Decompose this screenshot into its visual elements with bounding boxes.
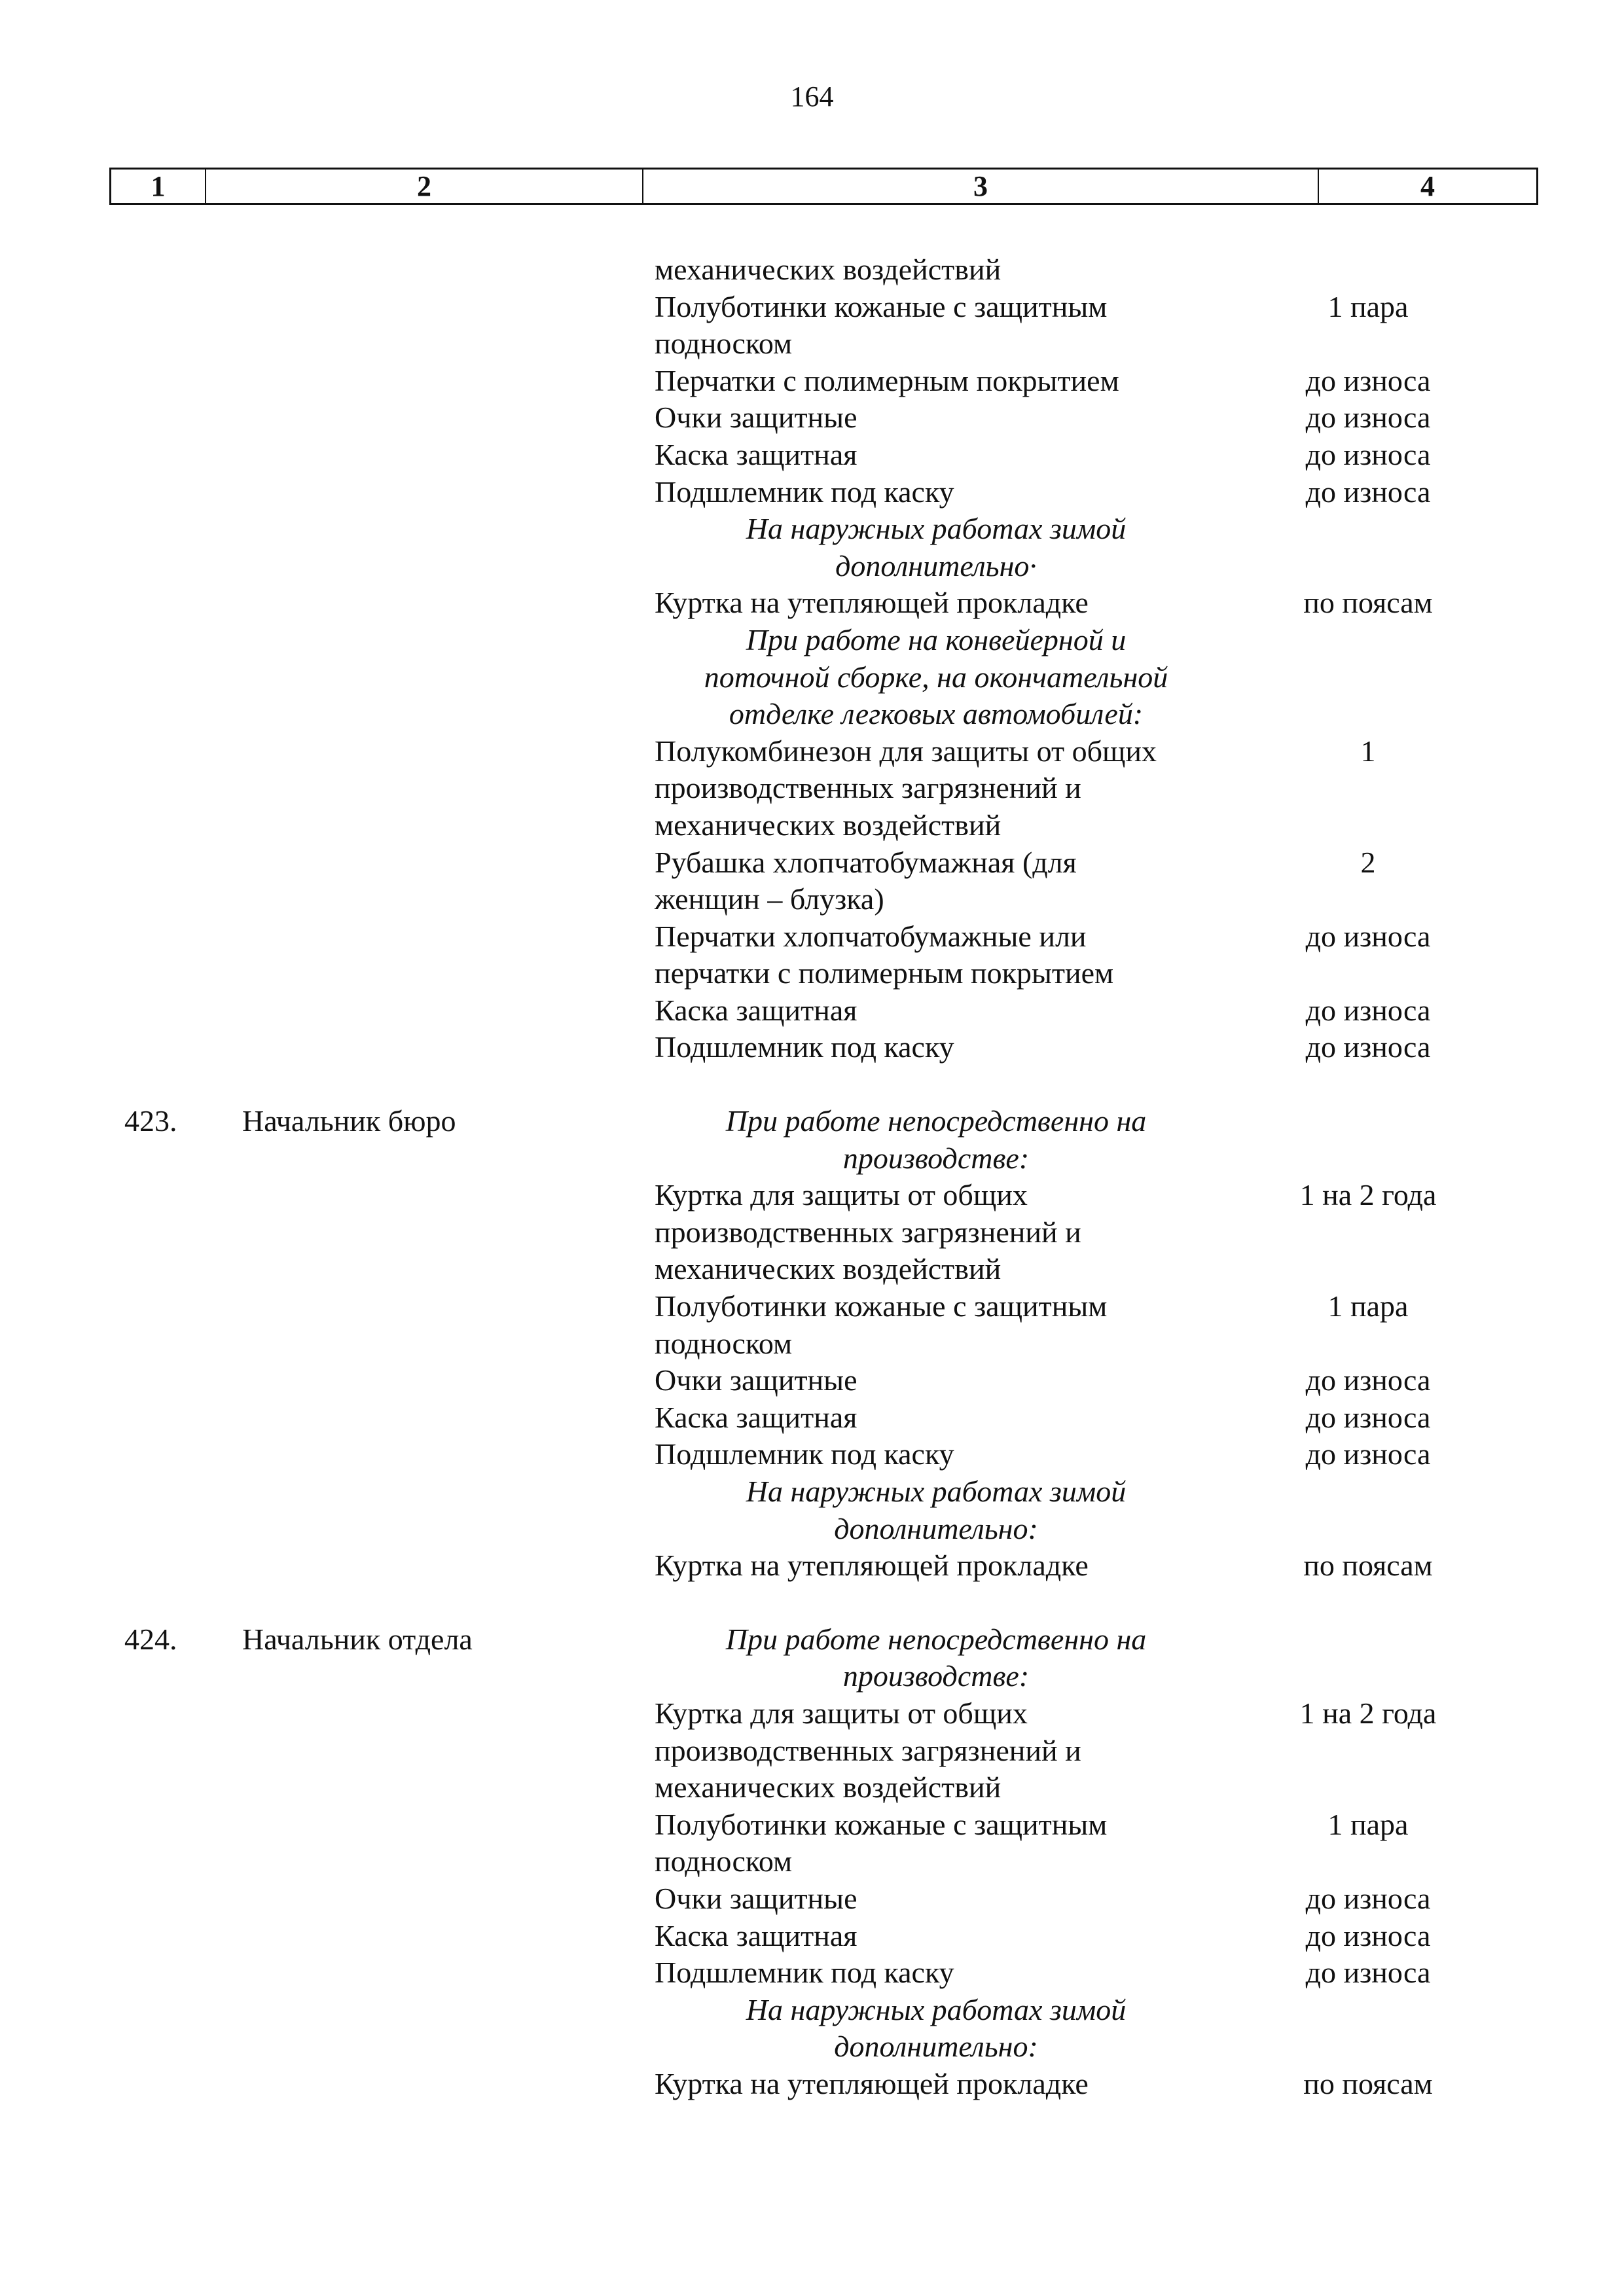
item-text: Куртка на утепляющей прокладке [655,1549,1089,1583]
item-text: Очки защитные [655,401,857,435]
table-row [0,1732,1624,1770]
table-row [0,1806,1624,1844]
item-text: производственных загрязнений и [655,1733,1081,1767]
table-row [0,1399,1624,1437]
item-text: Каска защитная [655,1400,857,1434]
item-qty [1218,1325,1519,1363]
column-header-4: 4 [1420,170,1435,202]
item-qty: до износа [1305,1363,1431,1397]
section-subheading: На наружных работах зимой [746,512,1127,546]
table-row [0,474,1624,511]
table-row [0,437,1624,474]
column-header-1: 1 [111,170,206,203]
section-subheading: поточной сборке, на окончательной [704,660,1168,694]
item-text: Полуботинки кожаные с защитным [655,1807,1108,1841]
item-text: механических воздействий [655,808,1001,842]
item-qty: 2 [1360,845,1376,879]
item-qty: по поясам [1303,2066,1433,2100]
item-qty: по поясам [1303,586,1433,620]
item-qty: до износа [1305,993,1431,1027]
item-qty: до износа [1305,401,1431,435]
table-row [0,399,1624,437]
table-row [0,1954,1624,1992]
item-text: подноском [655,1326,793,1360]
table-row [0,1214,1624,1251]
item-text: Перчатки с полимерным покрытием [655,363,1119,397]
item-qty: до износа [1305,475,1431,509]
item-text: Куртка для защиты от общих [655,1178,1028,1212]
item-qty: 1 пара [1327,1807,1409,1841]
section-subheading: На наружных работах зимой [746,1992,1127,2026]
item-qty [1218,1732,1519,1770]
section-subheading: При работе на конвейерной и [746,622,1127,656]
item-text: подноском [655,1844,793,1878]
table-row [0,1251,1624,1288]
item-qty: до износа [1305,1956,1431,1990]
item-qty: 1 на 2 года [1299,1178,1437,1212]
item-text: Каска защитная [655,437,857,471]
item-qty: до износа [1305,1400,1431,1434]
item-qty [1218,1843,1519,1880]
item-qty: до износа [1305,1918,1431,1952]
item-qty [1218,955,1519,992]
table-row [0,1288,1624,1325]
table-row [0,251,1624,289]
entry-header-row [0,1621,1624,1659]
item-text: Подшлемник под каску [655,1030,954,1064]
item-qty [1218,1214,1519,1251]
item-qty: до износа [1305,1030,1431,1064]
item-qty: 1 [1360,734,1376,768]
table-row [0,1362,1624,1399]
item-text: механических воздействий [655,1770,1001,1804]
entry-position-name: Начальник отдела [242,1622,473,1656]
item-text: Подшлемник под каску [655,475,954,509]
column-header-2: 2 [206,170,643,203]
item-qty [1218,807,1519,844]
item-qty: до износа [1305,1881,1431,1915]
item-text: Очки защитные [655,1881,857,1915]
table-row [0,844,1624,882]
section-subheading: дополнительно: [834,2030,1038,2064]
item-qty: до износа [1305,919,1431,953]
table-row [0,770,1624,807]
item-text: Полуботинки кожаные с защитным [655,289,1108,323]
item-text: механических воздействий [655,1252,1001,1286]
table-row [0,881,1624,918]
section-subheading: дополнительно· [835,548,1037,583]
table-row [0,2066,1624,2103]
section-subheading: На наружных работах зимой [746,1475,1127,1508]
table-row [0,1880,1624,1918]
item-qty: 1 пара [1327,289,1409,323]
item-text: Подшлемник под каску [655,1437,954,1471]
item-qty [1218,251,1519,289]
page-number: 164 [790,81,834,113]
table-row [0,807,1624,844]
entry-number: 424. [124,1622,177,1656]
table-row [0,325,1624,363]
section-subheading: производстве: [842,1141,1030,1175]
table-row [0,1769,1624,1806]
table-row [0,1695,1624,1732]
section-subheading: При работе непосредственно на [725,1622,1147,1656]
table-row [0,733,1624,770]
item-text: женщин – блузка) [655,882,884,916]
item-qty: до износа [1305,1437,1431,1471]
item-text: Куртка на утепляющей прокладке [655,2066,1089,2100]
item-qty: 1 пара [1327,1289,1409,1323]
item-text: Каска защитная [655,993,857,1027]
section-subheading: отделке легковых автомобилей: [729,697,1144,731]
table-row [0,289,1624,326]
item-text: Куртка для защиты от общих [655,1696,1028,1730]
section-subheading: дополнительно: [834,1511,1038,1545]
item-text: производственных загрязнений и [655,771,1081,805]
item-text: Куртка на утепляющей прокладке [655,586,1089,620]
column-header-3: 3 [643,170,1319,203]
item-qty: до износа [1305,437,1431,471]
table-row [0,992,1624,1030]
item-text: Полуботинки кожаные с защитным [655,1289,1108,1323]
table-row [0,1436,1624,1473]
table-row [0,955,1624,992]
table-row [0,1177,1624,1214]
item-text: Очки защитные [655,1363,857,1397]
table-row [0,584,1624,622]
item-qty [1218,770,1519,807]
table-row [0,1843,1624,1880]
entry-header-row [0,1103,1624,1140]
table-row [0,363,1624,400]
table-body [0,251,1624,2103]
item-text: Полукомбинезон для защиты от общих [655,734,1157,768]
item-qty: 1 на 2 года [1299,1696,1437,1730]
table-row [0,1029,1624,1066]
table-row [0,1918,1624,1955]
item-text: перчатки с полимерным покрытием [655,956,1114,990]
item-qty [1218,325,1519,363]
column-header-row [109,168,1538,205]
item-qty [1218,1251,1519,1288]
item-text: Рубашка хлопчатобумажная (для [655,845,1077,879]
item-text: механических воздействий [655,253,1001,286]
item-text: Перчатки хлопчатобумажные или [655,919,1087,953]
item-text: производственных загрязнений и [655,1215,1081,1249]
item-text: подноском [655,327,793,361]
entry-number: 423. [124,1104,177,1138]
table-row [0,1547,1624,1585]
table-row [0,918,1624,956]
section-subheading: производстве: [842,1659,1030,1693]
item-text: Подшлемник под каску [655,1956,954,1990]
item-text: Каска защитная [655,1918,857,1952]
item-qty [1218,881,1519,918]
item-qty [1218,1769,1519,1806]
section-subheading: При работе непосредственно на [725,1104,1147,1138]
table-row [0,1325,1624,1363]
item-qty: по поясам [1303,1549,1433,1583]
entry-position-name: Начальник бюро [242,1104,456,1138]
item-qty: до износа [1305,363,1431,397]
